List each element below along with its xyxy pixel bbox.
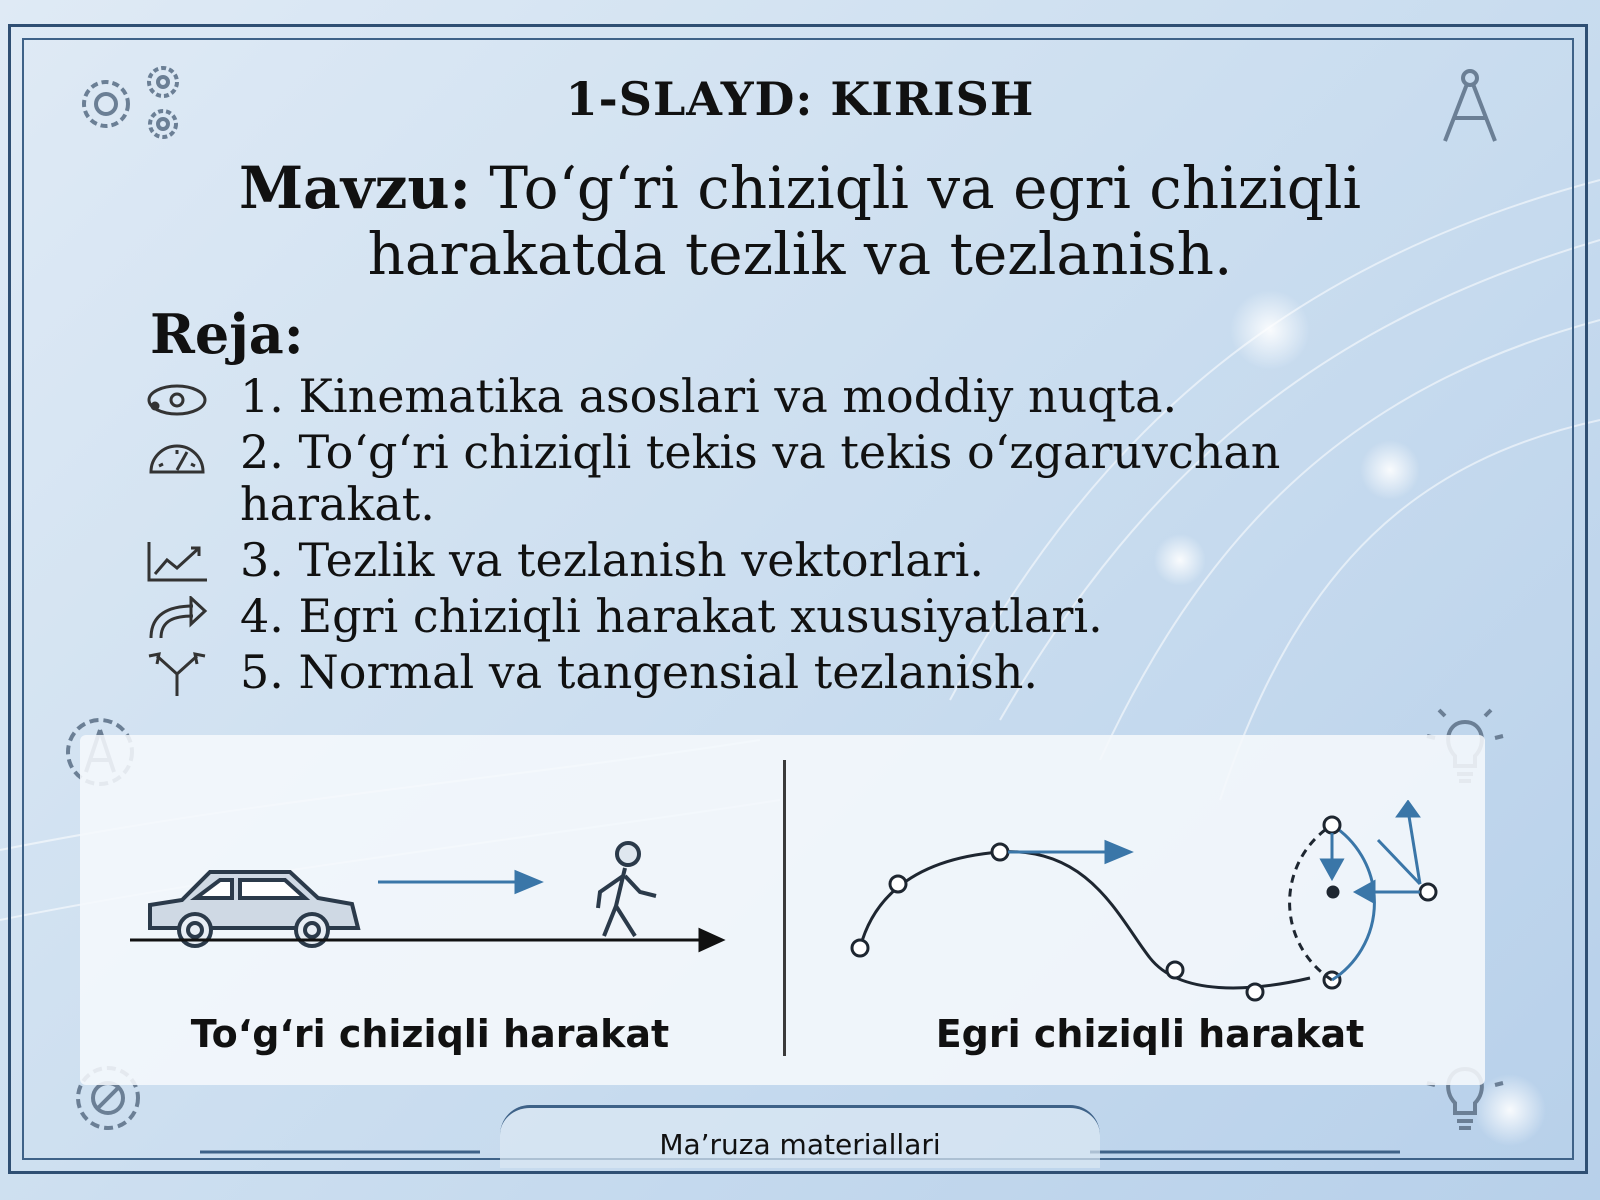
velocity-arrow-icon bbox=[378, 872, 540, 892]
list-item bbox=[145, 590, 1445, 642]
plan-item-text: 1. Kinematika asoslari va moddiy nuqta. bbox=[240, 369, 1178, 423]
topic-heading bbox=[120, 155, 1480, 287]
plan-item-text: 3. Tezlik va tezlanish vektorlari. bbox=[240, 533, 985, 587]
plan-item-text: 2. To‘g‘ri chiziqli tekis va tekis o‘zgaruvchan harakat. bbox=[240, 425, 1281, 531]
orbit-icon bbox=[145, 376, 209, 420]
straight-motion-caption: To‘g‘ri chiziqli harakat bbox=[190, 1012, 670, 1056]
tangent-arrow-icon bbox=[1008, 842, 1130, 862]
curved-trajectory-icon bbox=[852, 844, 1340, 1000]
straight-motion-illustration bbox=[120, 840, 740, 980]
plan-item-text: 5. Normal va tangensial tezlanish. bbox=[240, 645, 1039, 699]
speedometer-icon bbox=[145, 432, 209, 476]
curved-motion-illustration bbox=[830, 800, 1450, 1010]
footer-label: Ma’ruza materiallari bbox=[659, 1128, 941, 1161]
topic-label: Mavzu: bbox=[238, 154, 471, 222]
fork-arrow-icon bbox=[145, 652, 209, 696]
list-item bbox=[145, 646, 1445, 698]
plan-list bbox=[145, 370, 1445, 702]
plan-label: Reja: bbox=[150, 302, 304, 366]
slide-title: 1-SLAYD: KIRISH bbox=[565, 72, 1035, 126]
curved-arrow-icon bbox=[145, 596, 209, 640]
rising-chart-icon bbox=[145, 540, 209, 584]
list-item bbox=[145, 370, 1445, 422]
car-icon bbox=[150, 872, 358, 946]
curved-motion-caption: Egri chiziqli harakat bbox=[935, 1012, 1365, 1056]
illustration-divider bbox=[783, 760, 786, 1056]
circular-motion-icon bbox=[1290, 802, 1436, 980]
topic-text: To‘g‘ri chiziqli va egri chiziqli harakatda tezlik va tezlanish. bbox=[367, 154, 1362, 288]
list-item bbox=[145, 426, 1445, 530]
walking-person-icon bbox=[598, 843, 656, 936]
plan-item-text: 4. Egri chiziqli harakat xususiyatlari. bbox=[240, 589, 1103, 643]
list-item bbox=[145, 534, 1445, 586]
